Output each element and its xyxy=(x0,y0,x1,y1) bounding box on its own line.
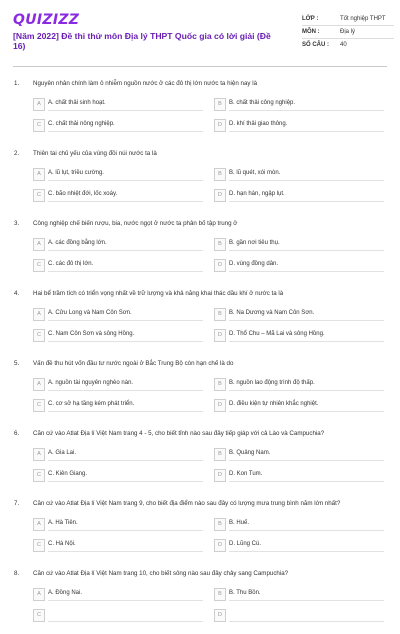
question-text: Nguyên nhân chính làm ô nhiễm nguồn nước ở các đô thị lớn nước ta hiện nay là xyxy=(33,80,258,87)
question-text: Căn cứ vào Atlat Địa lí Việt Nam trang 10, cho biết sông nào sau đây chảy sang Campuchia? xyxy=(33,570,289,577)
option-text: C. cơ sở hạ tầng kém phát triển. xyxy=(48,401,135,407)
option-letter-box[interactable]: D xyxy=(214,119,226,132)
option-text: D. khí thải giao thông. xyxy=(229,121,288,127)
option-underline xyxy=(229,180,384,181)
meta-key: MÔN : xyxy=(302,29,320,35)
option-text: D. điều kiện tự nhiên khắc nghiệt. xyxy=(229,401,319,407)
option-letter-box[interactable]: A xyxy=(33,378,45,391)
quizizz-logo: QUIZIZZ xyxy=(13,12,80,28)
option-letter-box[interactable]: B xyxy=(214,308,226,321)
question-number: 3. xyxy=(14,220,20,227)
option-underline xyxy=(48,271,203,272)
option-letter-box[interactable]: D xyxy=(214,399,226,412)
answer-option-c[interactable] xyxy=(33,609,203,622)
option-text: B. lũ quét, xói mòn. xyxy=(229,170,281,176)
option-letter-box[interactable]: D xyxy=(214,329,226,342)
option-text: D. hạn hán, ngập lụt. xyxy=(229,191,285,197)
question-number: 8. xyxy=(14,570,20,577)
option-underline xyxy=(48,530,203,531)
answer-option-c[interactable] xyxy=(33,119,203,132)
option-underline xyxy=(229,551,384,552)
option-underline xyxy=(48,180,203,181)
option-letter-box[interactable]: C xyxy=(33,189,45,202)
worksheet-meta xyxy=(302,13,394,51)
option-text: C. Nam Côn Sơn và sông Hồng. xyxy=(48,331,135,337)
option-letter-box[interactable]: C xyxy=(33,119,45,132)
question-text: Căn cứ vào Atlat Địa lí Việt Nam trang 9, cho biết địa điểm nào sau đây có lượng mưa trung bình năm lớn nhất? xyxy=(33,500,341,507)
answer-option-a[interactable] xyxy=(33,518,203,531)
option-underline xyxy=(229,460,384,461)
option-underline xyxy=(229,411,384,412)
answer-option-c[interactable] xyxy=(33,329,203,342)
worksheet-title: [Năm 2022] Đề thi thử môn Địa lý THPT Quốc gia có lời giải (Đề 16) xyxy=(13,31,271,51)
option-underline xyxy=(229,600,384,601)
option-underline xyxy=(48,460,203,461)
option-text: C. Kiên Giang. xyxy=(48,471,88,477)
option-letter-box[interactable]: B xyxy=(214,168,226,181)
option-text: B. Huế. xyxy=(229,520,250,526)
answer-option-b[interactable] xyxy=(214,448,384,461)
answer-option-c[interactable] xyxy=(33,539,203,552)
question-item xyxy=(0,354,400,424)
question-list xyxy=(0,74,400,634)
option-underline xyxy=(229,390,384,391)
question-item xyxy=(0,144,400,214)
question-number: 7. xyxy=(14,500,20,507)
option-letter-box[interactable]: C xyxy=(33,469,45,482)
option-underline xyxy=(229,621,384,622)
option-underline xyxy=(48,110,203,111)
option-text: D. Lũng Cú. xyxy=(229,541,262,547)
question-item xyxy=(0,494,400,564)
option-letter-box[interactable]: C xyxy=(33,399,45,412)
meta-row-count xyxy=(302,39,394,51)
option-underline xyxy=(229,250,384,251)
option-letter-box[interactable]: D xyxy=(214,189,226,202)
meta-key: SỐ CÂU : xyxy=(302,42,329,48)
option-letter-box[interactable]: A xyxy=(33,308,45,321)
meta-value: Tốt nghiệp THPT xyxy=(340,16,386,22)
answer-option-d[interactable] xyxy=(214,609,384,622)
answer-option-d[interactable] xyxy=(214,399,384,412)
option-text: A. chất thải sinh hoạt. xyxy=(48,100,106,106)
option-underline xyxy=(229,341,384,342)
question-text: Căn cứ vào Atlat Địa lí Việt Nam trang 4 - 5, cho biết tỉnh nào sau đây tiếp giáp với cả Lào và Campuchia? xyxy=(33,430,325,437)
question-number: 1. xyxy=(14,80,20,87)
option-text: B. nguồn lao động trình độ thấp. xyxy=(229,380,315,386)
question-item xyxy=(0,284,400,354)
option-text: B. Thu Bồn. xyxy=(229,590,261,596)
option-text: A. Hà Tiên. xyxy=(48,520,78,526)
answer-option-a[interactable] xyxy=(33,378,203,391)
option-letter-box[interactable]: D xyxy=(214,469,226,482)
answer-option-b[interactable] xyxy=(214,98,384,111)
answer-option-b[interactable] xyxy=(214,308,384,321)
option-underline xyxy=(48,320,203,321)
option-underline xyxy=(48,481,203,482)
option-underline xyxy=(48,551,203,552)
option-letter-box[interactable]: B xyxy=(214,98,226,111)
question-number: 2. xyxy=(14,150,20,157)
option-text: C. Hà Nội. xyxy=(48,541,76,547)
meta-value: Địa lý xyxy=(340,29,356,35)
option-text: B. gần nơi tiêu thụ. xyxy=(229,240,280,246)
question-number: 6. xyxy=(14,430,20,437)
option-underline xyxy=(48,341,203,342)
answer-option-a[interactable] xyxy=(33,308,203,321)
option-letter-box[interactable]: B xyxy=(214,518,226,531)
option-underline xyxy=(48,621,203,622)
option-text: A. lũ lụt, triều cường. xyxy=(48,170,104,176)
option-letter-box[interactable]: C xyxy=(33,539,45,552)
answer-option-c[interactable] xyxy=(33,399,203,412)
option-letter-box[interactable]: B xyxy=(214,378,226,391)
meta-value: 40 xyxy=(340,42,347,48)
option-letter-box[interactable]: C xyxy=(33,259,45,272)
option-text: A. các đồng bằng lớn. xyxy=(48,240,107,246)
answer-option-b[interactable] xyxy=(214,238,384,251)
question-item xyxy=(0,564,400,634)
meta-row-subject xyxy=(302,26,394,39)
option-letter-box[interactable]: B xyxy=(214,238,226,251)
option-letter-box[interactable]: D xyxy=(214,259,226,272)
option-letter-box[interactable]: A xyxy=(33,448,45,461)
option-letter-box[interactable]: A xyxy=(33,98,45,111)
option-underline xyxy=(229,201,384,202)
answer-option-d[interactable] xyxy=(214,539,384,552)
option-text: C. chất thải nông nghiệp. xyxy=(48,121,115,127)
answer-option-c[interactable] xyxy=(33,189,203,202)
option-letter-box[interactable]: A xyxy=(33,588,45,601)
option-underline xyxy=(229,271,384,272)
option-letter-box[interactable]: A xyxy=(33,518,45,531)
option-text: C. bão nhiệt đới, lốc xoáy. xyxy=(48,191,118,197)
question-text: Vấn đề thu hút vốn đầu tư nước ngoài ở Bắc Trung Bộ còn hạn chế là do xyxy=(33,360,234,367)
question-item xyxy=(0,74,400,144)
option-underline xyxy=(48,390,203,391)
question-item xyxy=(0,424,400,494)
option-underline xyxy=(48,131,203,132)
answer-option-a[interactable] xyxy=(33,98,203,111)
option-letter-box[interactable]: B xyxy=(214,448,226,461)
option-underline xyxy=(48,600,203,601)
option-letter-box[interactable]: A xyxy=(33,168,45,181)
option-letter-box[interactable]: A xyxy=(33,238,45,251)
option-letter-box[interactable]: D xyxy=(214,539,226,552)
option-text: A. nguồn tài nguyên nghèo nàn. xyxy=(48,380,134,386)
answer-option-a[interactable] xyxy=(33,168,203,181)
answer-option-d[interactable] xyxy=(214,469,384,482)
option-underline xyxy=(229,320,384,321)
answer-option-d[interactable] xyxy=(214,259,384,272)
question-number: 4. xyxy=(14,290,20,297)
option-text: B. Quảng Nam. xyxy=(229,450,271,456)
answer-option-d[interactable] xyxy=(214,189,384,202)
question-item xyxy=(0,214,400,284)
header-divider xyxy=(13,66,387,67)
option-letter-box[interactable]: C xyxy=(33,329,45,342)
option-underline xyxy=(229,131,384,132)
answer-option-b[interactable] xyxy=(214,588,384,601)
option-underline xyxy=(229,530,384,531)
answer-option-c[interactable] xyxy=(33,259,203,272)
option-letter-box[interactable]: C xyxy=(33,609,45,622)
option-text: A. Đồng Nai. xyxy=(48,590,83,596)
option-underline xyxy=(48,250,203,251)
option-underline xyxy=(229,481,384,482)
option-text: B. chất thải công nghiệp. xyxy=(229,100,296,106)
question-text: Hai bể trầm tích có triển vọng nhất về trữ lượng và khả năng khai thác dầu khí ở nước ta là xyxy=(33,290,284,297)
answer-option-a[interactable] xyxy=(33,448,203,461)
option-underline xyxy=(48,201,203,202)
option-text: A. Gia Lai. xyxy=(48,450,77,456)
option-text: A. Cửu Long và Nam Côn Sơn. xyxy=(48,310,132,316)
question-text: Công nghiệp chế biến rượu, bia, nước ngọt ở nước ta phân bố tập trung ở xyxy=(33,220,238,227)
answer-option-a[interactable] xyxy=(33,588,203,601)
option-text: C. các đô thị lớn. xyxy=(48,261,94,267)
question-text: Thiên tai chủ yếu của vùng đồi núi nước ta là xyxy=(33,150,157,157)
answer-option-b[interactable] xyxy=(214,378,384,391)
option-text: D. Thổ Chu – Mã Lai và sông Hồng. xyxy=(229,331,325,337)
option-underline xyxy=(229,110,384,111)
answer-option-d[interactable] xyxy=(214,329,384,342)
question-number: 5. xyxy=(14,360,20,367)
meta-key: LỚP : xyxy=(302,16,319,22)
answer-option-c[interactable] xyxy=(33,469,203,482)
option-text: B. Na Dương và Nam Côn Sơn. xyxy=(229,310,315,316)
option-letter-box[interactable]: D xyxy=(214,609,226,622)
option-letter-box[interactable]: B xyxy=(214,588,226,601)
answer-option-a[interactable] xyxy=(33,238,203,251)
meta-row-class xyxy=(302,13,394,26)
option-underline xyxy=(48,411,203,412)
answer-option-d[interactable] xyxy=(214,119,384,132)
option-text: D. vùng đồng dân. xyxy=(229,261,279,267)
answer-option-b[interactable] xyxy=(214,518,384,531)
answer-option-b[interactable] xyxy=(214,168,384,181)
option-text: D. Kon Tum. xyxy=(229,471,263,477)
